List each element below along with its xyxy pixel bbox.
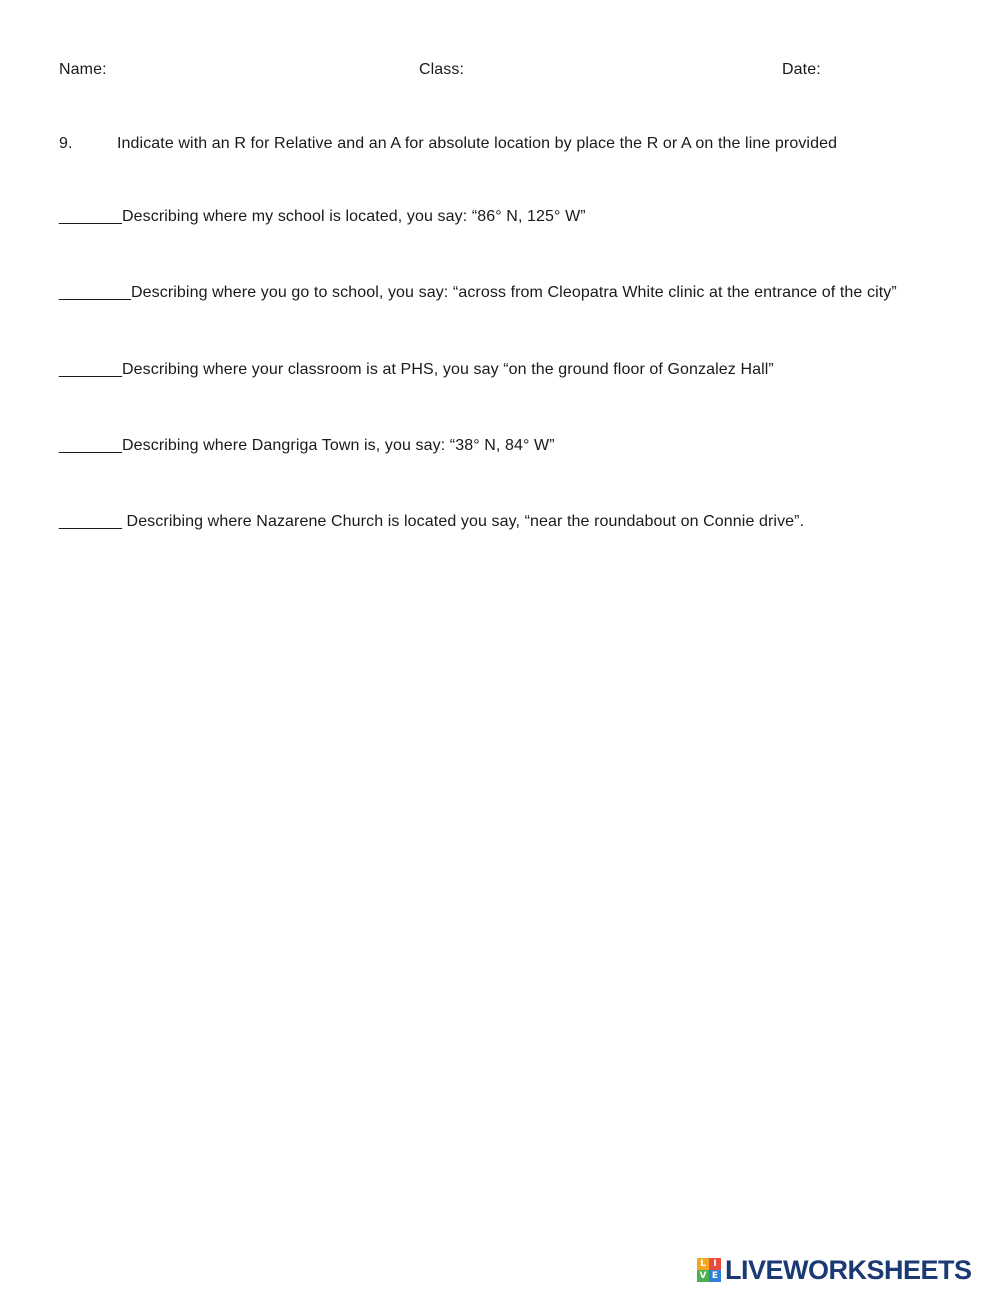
date-label: Date: (782, 61, 821, 78)
question-number: 9. (59, 135, 73, 152)
logo-wordmark: LIVEWORKSHEETS (725, 1255, 972, 1285)
logo-badge-letter: I (709, 1258, 721, 1270)
answer-item[interactable]: _______Describing where your classroom is at PHS, you say “on the ground floor of Gonzalez Hall” (59, 361, 774, 378)
logo-badge-letter: V (697, 1270, 709, 1282)
answer-item[interactable]: ________Describing where you go to school, you say: “across from Cleopatra White clinic at the entrance of the city” (59, 284, 897, 301)
logo-badge-letter: L (697, 1258, 709, 1270)
liveworksheets-logo (697, 1255, 972, 1285)
answer-item[interactable]: _______Describing where Dangriga Town is, you say: “38° N, 84° W” (59, 437, 555, 454)
logo-badge-icon (697, 1258, 721, 1282)
logo-badge-letter: E (709, 1270, 721, 1282)
name-label: Name: (59, 61, 107, 78)
answer-item[interactable]: _______Describing where my school is located, you say: “86° N, 125° W” (59, 208, 586, 225)
answer-item[interactable]: _______ Describing where Nazarene Church is located you say, “near the roundabout on Connie drive”. (59, 513, 805, 530)
class-label: Class: (419, 61, 465, 78)
question-instruction: Indicate with an R for Relative and an A for absolute location by place the R or A on the line provided (117, 135, 838, 152)
